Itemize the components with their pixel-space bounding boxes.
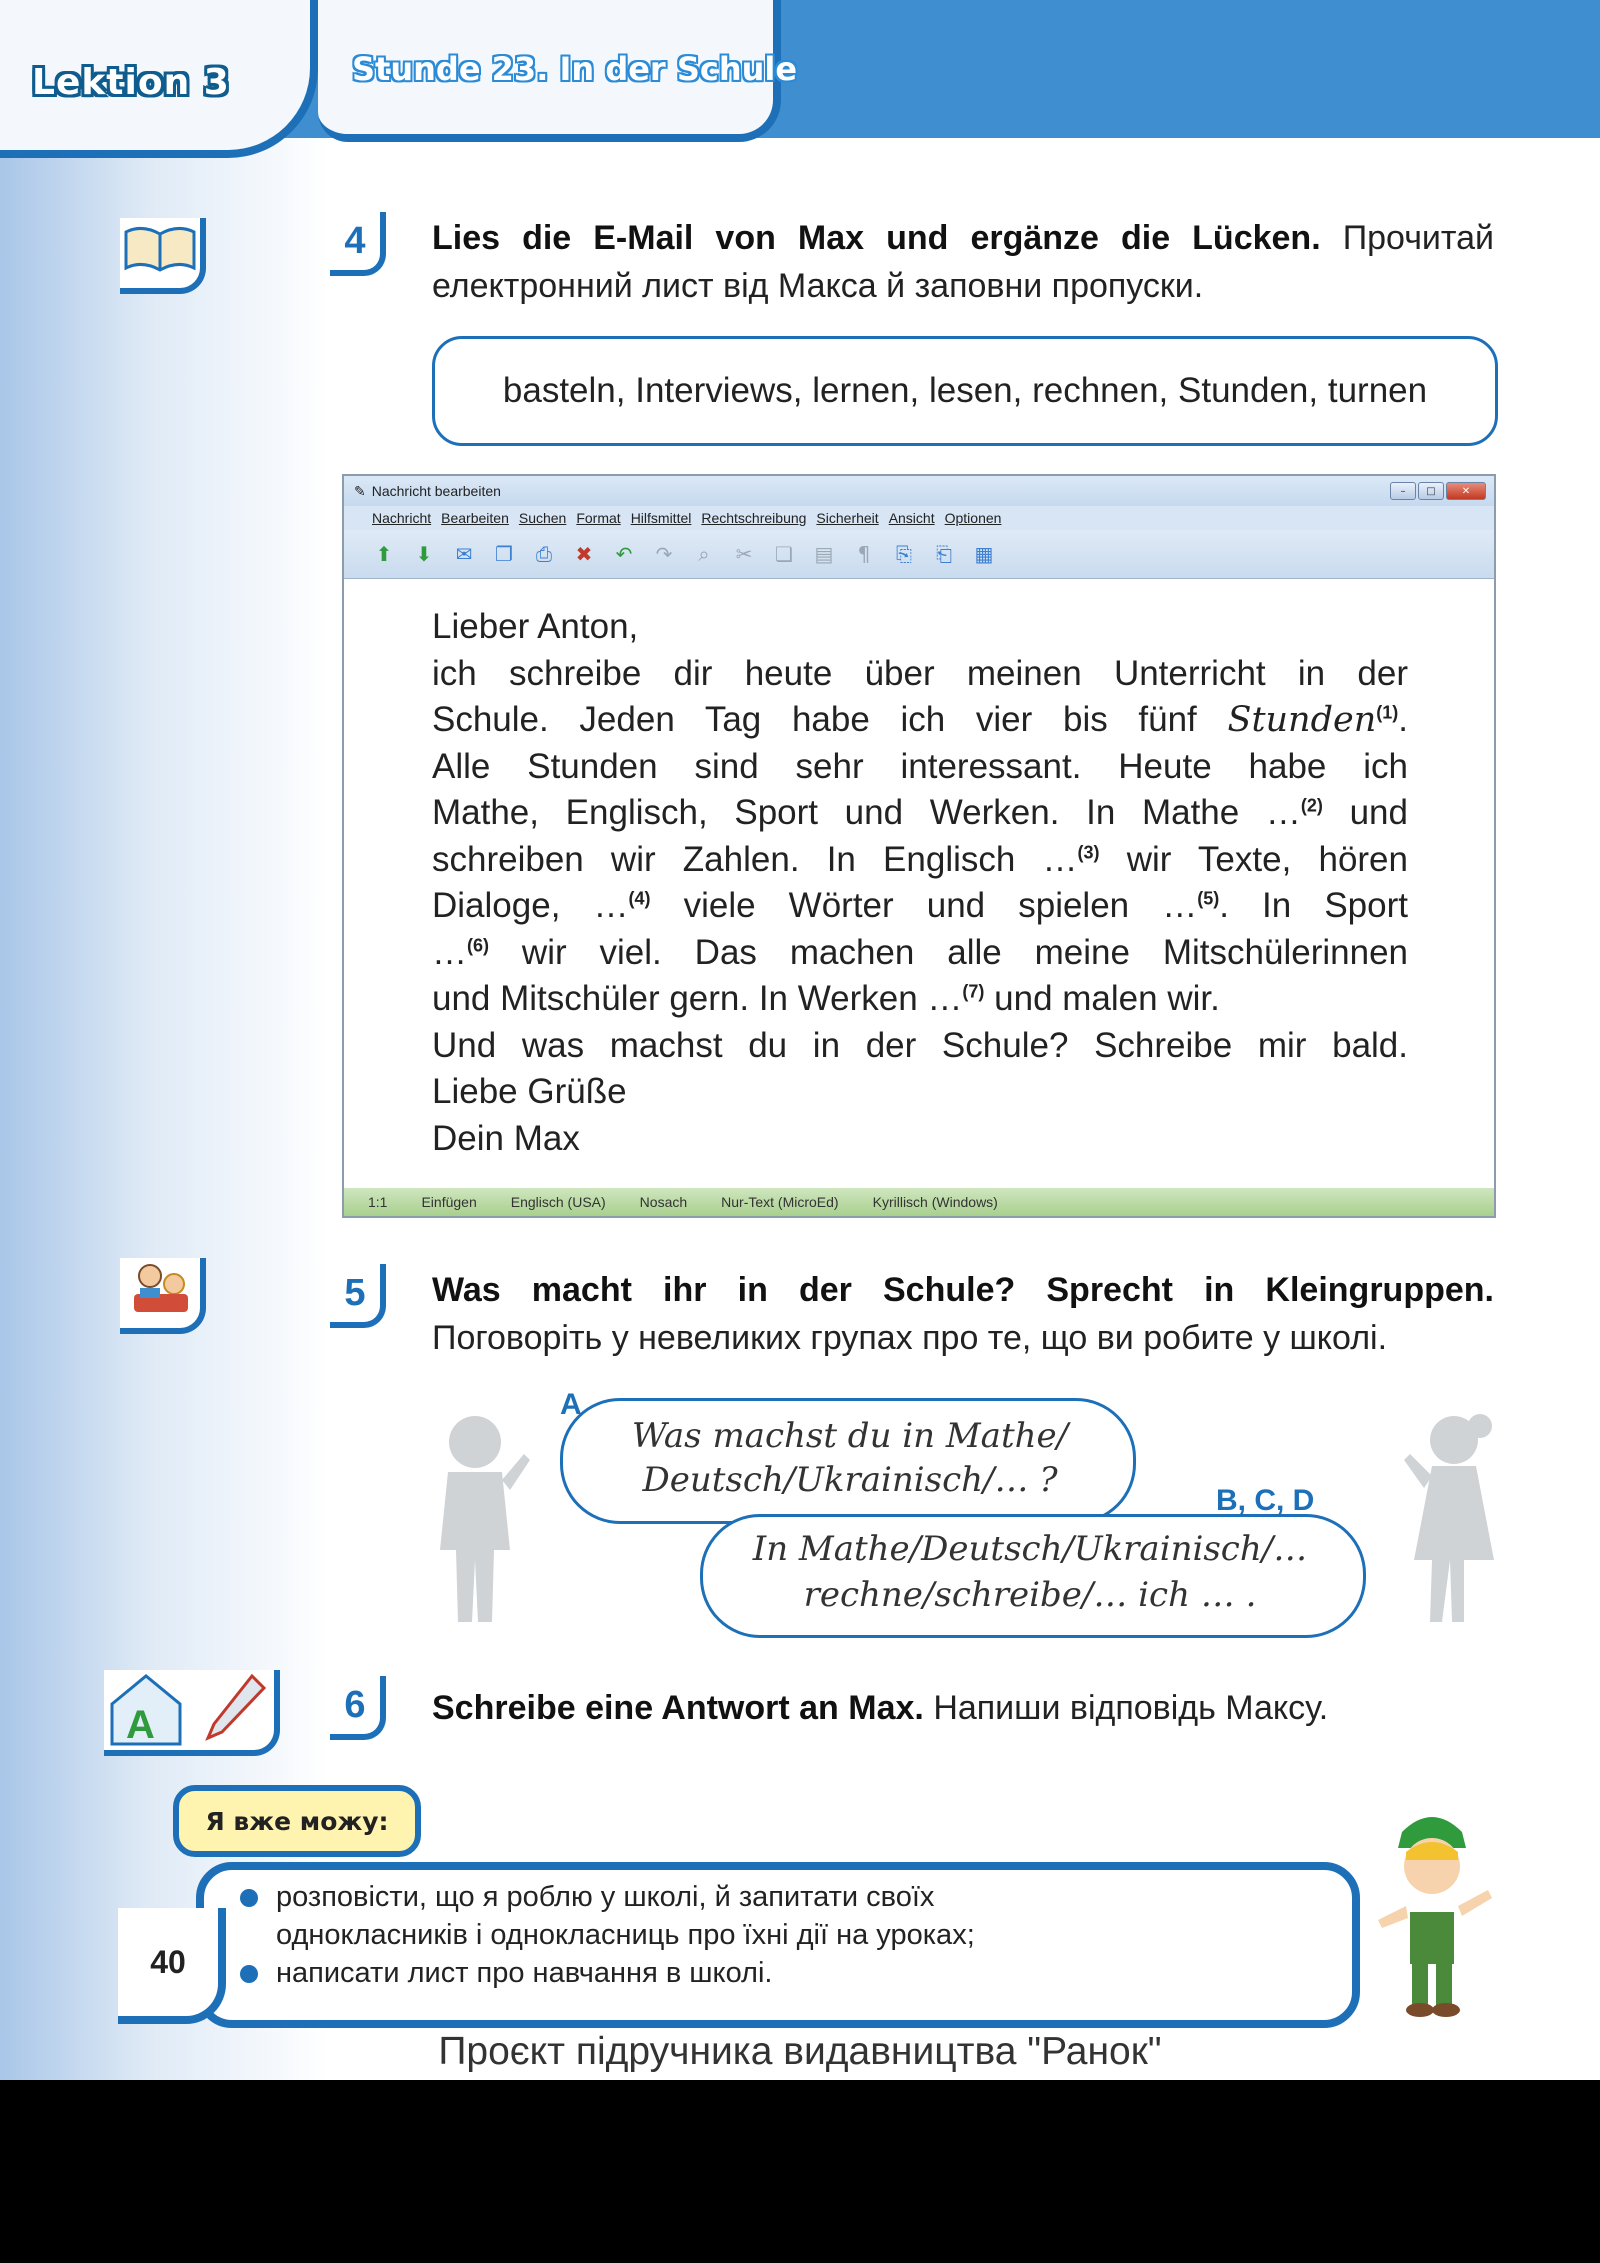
bubble-a-line-1: Was machst du in Mathe/	[631, 1416, 1069, 1456]
gap-marker-4: (4)	[628, 888, 651, 909]
options-icon[interactable]: ▦	[974, 542, 994, 566]
email-line-6-end: . In Sport	[1219, 886, 1408, 925]
minimize-icon[interactable]: –	[1390, 482, 1416, 500]
pencil-icon	[200, 1670, 270, 1750]
girl-silhouette	[1402, 1410, 1502, 1625]
window-titlebar	[344, 476, 1494, 506]
bullet-icon	[240, 1965, 258, 1983]
menu-item-suchen[interactable]: Suchen	[518, 510, 567, 526]
can-do-list	[240, 1878, 975, 1992]
email-greeting: Lieber Anton,	[432, 607, 639, 646]
window-controls	[1390, 482, 1486, 500]
bubble-b-line-2: rechne/schreibe/… ich … .	[803, 1575, 1257, 1615]
new-message-icon[interactable]: ✉	[455, 542, 473, 566]
menu-item-format[interactable]: Format	[576, 510, 621, 526]
book-icon-frame	[120, 218, 206, 294]
task-5-title-uk: Поговоріть у невеликих групах про те, що ви робите у школі.	[432, 1319, 1388, 1357]
email-line-4-end: und	[1349, 793, 1408, 832]
gap-marker-1: (1)	[1376, 702, 1399, 723]
task-6-number: 6	[330, 1676, 386, 1740]
children-icon-frame	[120, 1258, 206, 1334]
bubble-a-line-2: Deutsch/Ukrainisch/… ?	[642, 1460, 1058, 1500]
redo-icon[interactable]: ↷	[655, 542, 673, 566]
copy-message-icon[interactable]: ❐	[495, 542, 513, 566]
email-line-6	[432, 883, 1408, 930]
menu-item-ansicht[interactable]: Ansicht	[888, 510, 935, 526]
task-4-instruction	[432, 214, 1494, 310]
insert-icon[interactable]: ⎗	[936, 542, 952, 566]
can-do-label: Я вже можу:	[173, 1785, 421, 1857]
email-line-7-text: wir viel. Das machen alle meine Mitschülerinnen	[521, 932, 1409, 972]
paste-icon[interactable]: ▤	[814, 542, 834, 566]
menu-item-bearbeiten[interactable]: Bearbeiten	[441, 510, 509, 526]
bubble-b-line-1: In Mathe/Deutsch/Ukrainisch/…	[752, 1529, 1308, 1569]
status-format[interactable]: Nur-Text (MicroEd)	[721, 1194, 839, 1210]
maximize-icon[interactable]: □	[1418, 482, 1444, 500]
can-do-item-2: написати лист про навчання в школі.	[276, 1957, 773, 1989]
menu-item-optionen[interactable]: Optionen	[944, 510, 1002, 526]
send-icon[interactable]: ⬆	[375, 542, 393, 566]
task-5-title-de: Was macht ihr in der Schule? Sprecht in Kleingruppen.	[432, 1271, 1494, 1309]
task-4-number: 4	[330, 212, 386, 276]
left-gradient	[0, 0, 330, 2080]
email-line-8	[432, 976, 1408, 1023]
format-icon[interactable]: ¶	[857, 542, 871, 566]
email-line-5-end: wir Texte, hören	[1126, 839, 1408, 879]
page-number: 40	[118, 1908, 226, 2024]
footer-note: Проєкт підручника видавництва "Ранок"	[438, 2030, 1162, 2073]
email-line-2: Schule. Jeden Tag habe ich vier bis fünf Stunden$^{(1)}$.	[432, 700, 1408, 740]
toolbar	[344, 530, 1494, 579]
email-line-7	[432, 930, 1408, 977]
task-4-title-uk: Прочитай електронний лист від Макса й заповни пропуски.	[432, 219, 1494, 305]
copy-icon[interactable]: ❏	[775, 542, 793, 566]
gap-marker-5: (5)	[1197, 888, 1220, 909]
children-reading-icon	[120, 1258, 200, 1322]
email-line-3: Alle Stunden sind sehr interessant. Heute habe ich	[432, 746, 1408, 786]
boy-silhouette	[420, 1410, 530, 1625]
can-do-item-1-line-2: однокласників і однокласниць про їхні дії на уроках;	[276, 1919, 975, 1951]
word-bank-text: basteln, Interviews, lernen, lesen, rechnen, Stunden, turnen	[502, 371, 1428, 410]
email-closing: Liebe Grüße	[432, 1072, 627, 1111]
can-do-item	[240, 1878, 975, 1916]
email-line-4	[432, 790, 1408, 837]
delete-icon[interactable]: ✖	[575, 542, 593, 566]
task-6-instruction	[432, 1684, 1494, 1732]
email-line-4-text: Mathe, Englisch, Sport und Werken. In Mathe …	[432, 793, 1301, 832]
menu-item-nachricht[interactable]: Nachricht	[372, 510, 432, 526]
email-line-6-mid: viele Wörter und spielen …	[683, 886, 1198, 925]
bubble-a-text	[580, 1414, 1120, 1502]
task-5-number: 5	[330, 1264, 386, 1328]
gap-marker-6: (6)	[467, 934, 489, 955]
status-insert-mode[interactable]: Einfügen	[421, 1194, 477, 1210]
status-bar	[344, 1188, 1494, 1216]
email-body[interactable]	[432, 604, 1408, 1162]
handwritten-answer: Stunden	[1227, 700, 1377, 740]
can-do-item-1-line-1: розповісти, що я роблю у школі, й запитати своїх	[276, 1881, 935, 1913]
email-line-2-text: Schule. Jeden Tag habe ich vier bis fünf	[432, 700, 1197, 739]
abc-house-icon	[104, 1670, 188, 1750]
email-line-5-text: schreiben wir Zahlen. In Englisch …	[432, 839, 1078, 879]
menu-item-hilfsmittel[interactable]: Hilfsmittel	[630, 510, 692, 526]
task-6-icons-frame	[104, 1670, 280, 1756]
menu-item-sicherheit[interactable]: Sicherheit	[816, 510, 879, 526]
print-icon[interactable]: ⎙	[536, 542, 552, 566]
undo-icon[interactable]: ↶	[615, 542, 633, 566]
book-icon	[120, 218, 200, 278]
gap-marker-7: (7)	[962, 981, 985, 1002]
close-icon[interactable]: ✕	[1446, 482, 1486, 500]
can-do-item	[240, 1954, 975, 1992]
email-line-8-end: und malen wir.	[994, 979, 1220, 1018]
window-title: Nachricht bearbeiten	[371, 483, 501, 499]
bullet-icon	[240, 1889, 258, 1907]
lesson-title: Lektion 3	[32, 62, 230, 103]
status-user: Nosach	[639, 1194, 688, 1210]
status-position: 1:1	[368, 1194, 388, 1210]
email-line-9: Und was machst du in der Schule? Schreibe mir bald.	[432, 1025, 1408, 1065]
find-icon[interactable]: ⌕	[698, 542, 710, 566]
gap-marker-2: (2)	[1300, 795, 1323, 816]
email-line-6-text: Dialoge, …	[432, 886, 629, 925]
email-line-7-gap: …	[432, 932, 467, 972]
bubble-b-text	[700, 1526, 1360, 1618]
cut-icon[interactable]: ✂	[735, 542, 753, 566]
email-line-5	[432, 837, 1408, 884]
email-editor-window	[342, 474, 1496, 1218]
speaker-bcd-label: B, C, D	[1216, 1484, 1315, 1517]
word-bank	[432, 336, 1498, 446]
email-line-1: ich schreibe dir heute über meinen Unterricht in der	[432, 653, 1408, 693]
edit-icon: ✎	[354, 482, 366, 499]
task-5-instruction	[432, 1266, 1494, 1362]
svg-text:A: A	[126, 1703, 155, 1747]
menu-item-rechtschreibung[interactable]: Rechtschreibung	[701, 510, 807, 526]
boy-mascot-icon	[1362, 1802, 1502, 2020]
task-6-title-de: Schreibe eine Antwort an Max.	[432, 1689, 924, 1727]
status-language[interactable]: Englisch (USA)	[510, 1194, 606, 1210]
unit-title: Stunde 23. In der Schule	[352, 50, 798, 88]
speaker-a-label: A	[560, 1388, 582, 1421]
status-encoding[interactable]: Kyrillisch (Windows)	[872, 1194, 998, 1210]
gap-marker-3: (3)	[1077, 841, 1100, 862]
task-4-title-de: Lies die E-Mail von Max und ergänze die Lücken.	[432, 219, 1321, 257]
receive-icon[interactable]: ⬇	[415, 542, 433, 566]
menu-bar	[344, 506, 1494, 530]
task-6-title-uk: Напиши відповідь Максу.	[933, 1689, 1329, 1727]
attach-icon[interactable]: ⎘	[896, 542, 912, 566]
email-line-8-text: und Mitschüler gern. In Werken …	[432, 979, 963, 1018]
email-signature: Dein Max	[432, 1118, 580, 1158]
